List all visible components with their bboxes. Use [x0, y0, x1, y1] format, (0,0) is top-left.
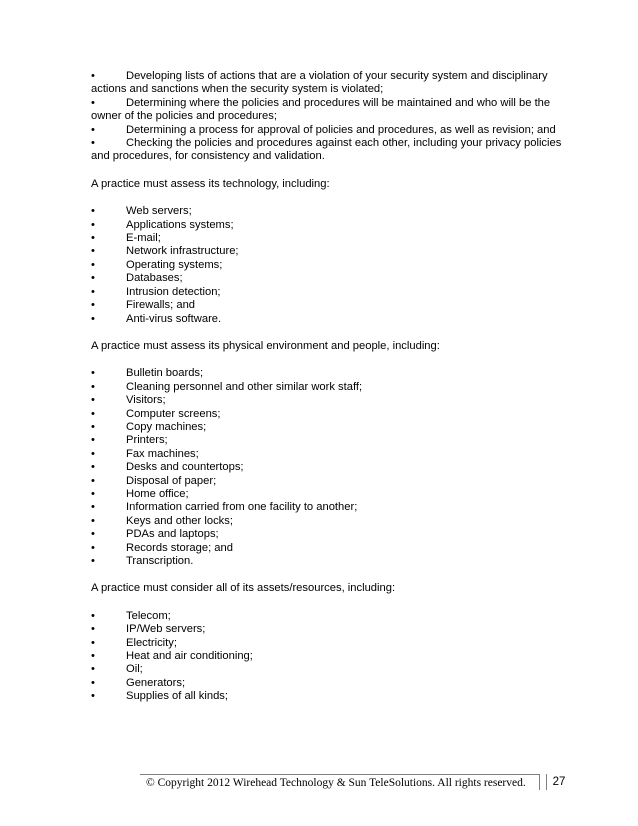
- list-item: • Checking the policies and procedures against each other, including your privacy policies and procedures, for consistency and validation.: [91, 137, 562, 163]
- list-item: • Operating systems;: [91, 258, 223, 271]
- assets-list: [91, 610, 571, 704]
- physical-list: [91, 367, 571, 568]
- bullet: •: [91, 609, 95, 622]
- list-item: • Electricity;: [91, 636, 177, 649]
- page-content: [91, 70, 571, 704]
- bullet: •: [91, 137, 95, 150]
- bullet: •: [91, 258, 95, 271]
- bullet: •: [91, 434, 95, 447]
- bullet: •: [91, 312, 95, 325]
- bullet: •: [91, 636, 95, 649]
- bullet: •: [91, 555, 95, 567]
- bullet: •: [91, 218, 95, 231]
- list-item: • Copy machines;: [91, 420, 207, 433]
- assets-heading: A practice must consider all of its assets/resources, including:: [91, 582, 396, 595]
- bullet: •: [91, 461, 95, 474]
- list-item: • Databases;: [91, 272, 183, 285]
- list-item: • Developing lists of actions that are a violation of your security system and disciplinary actions and sanctions when the security system is violated;: [91, 70, 548, 96]
- list-item: • PDAs and laptops;: [91, 528, 219, 541]
- list-item: • Transcription.: [91, 555, 194, 567]
- bullet: •: [91, 245, 95, 258]
- bullet: •: [91, 407, 95, 420]
- bullet: •: [91, 96, 95, 109]
- bullet: •: [91, 541, 95, 554]
- bullet: •: [91, 285, 95, 298]
- bullet: •: [91, 447, 95, 460]
- list-item: • Cleaning personnel and other similar work staff;: [91, 380, 363, 393]
- bullet: •: [91, 420, 95, 433]
- list-item: • Keys and other locks;: [91, 514, 233, 527]
- footer-copyright: © Copyright 2012 Wirehead Technology & Sun TeleSolutions. All rights reserved.: [140, 774, 540, 790]
- list-item: • E-mail;: [91, 232, 161, 245]
- list-item: • Anti-virus software.: [91, 312, 222, 325]
- bullet: •: [91, 623, 95, 636]
- bullet: •: [91, 528, 95, 541]
- bullet: •: [91, 394, 95, 407]
- bullet: •: [91, 232, 95, 245]
- intro-bullet-list: [91, 70, 571, 164]
- list-item: • Computer screens;: [91, 407, 221, 420]
- list-item: • Firewalls; and: [91, 299, 196, 312]
- bullet: •: [91, 501, 95, 514]
- list-item: • Determining where the policies and procedures will be maintained and who will be the owner of the policies and procedures;: [91, 96, 551, 123]
- list-item: • Supplies of all kinds;: [91, 690, 228, 703]
- bullet: •: [91, 650, 95, 663]
- list-item: • Bulletin boards;: [91, 367, 204, 380]
- list-item: • Information carried from one facility to another;: [91, 501, 358, 514]
- list-item: • Desks and countertops;: [91, 461, 244, 474]
- list-item: • Intrusion detection;: [91, 285, 221, 298]
- bullet: •: [91, 205, 95, 218]
- list-item: • Visitors;: [91, 394, 166, 407]
- list-item: • Disposal of paper;: [91, 474, 217, 487]
- bullet: •: [91, 514, 95, 527]
- list-item: • Applications systems;: [91, 218, 234, 231]
- physical-heading: A practice must assess its physical environment and people, including:: [91, 339, 440, 352]
- list-item: • Home office;: [91, 487, 189, 500]
- bullet: •: [91, 474, 95, 487]
- list-item: • Heat and air conditioning;: [91, 650, 253, 663]
- list-item: • Printers;: [91, 434, 168, 447]
- list-item: • Network infrastructure;: [91, 245, 239, 258]
- technology-list: [91, 205, 571, 326]
- list-item: • IP/Web servers;: [91, 623, 206, 636]
- list-item: • Telecom;: [91, 609, 171, 622]
- bullet: •: [91, 690, 95, 703]
- list-item: • Determining a process for approval of policies and procedures, as well as revision; and: [91, 123, 556, 136]
- bullet: •: [91, 380, 95, 393]
- list-item: • Web servers;: [91, 205, 192, 218]
- list-item: • Oil;: [91, 663, 143, 676]
- bullet: •: [91, 487, 95, 500]
- bullet: •: [91, 663, 95, 676]
- list-item: • Fax machines;: [91, 447, 199, 460]
- list-item: • Records storage; and: [91, 541, 233, 554]
- bullet: •: [91, 299, 95, 312]
- bullet: •: [91, 676, 95, 689]
- page-number: 27: [546, 774, 571, 790]
- bullet: •: [91, 367, 95, 380]
- bullet: •: [91, 272, 95, 285]
- bullet: •: [91, 70, 95, 82]
- bullet: •: [91, 123, 95, 136]
- technology-heading: A practice must assess its technology, including:: [91, 177, 330, 190]
- list-item: • Generators;: [91, 676, 186, 689]
